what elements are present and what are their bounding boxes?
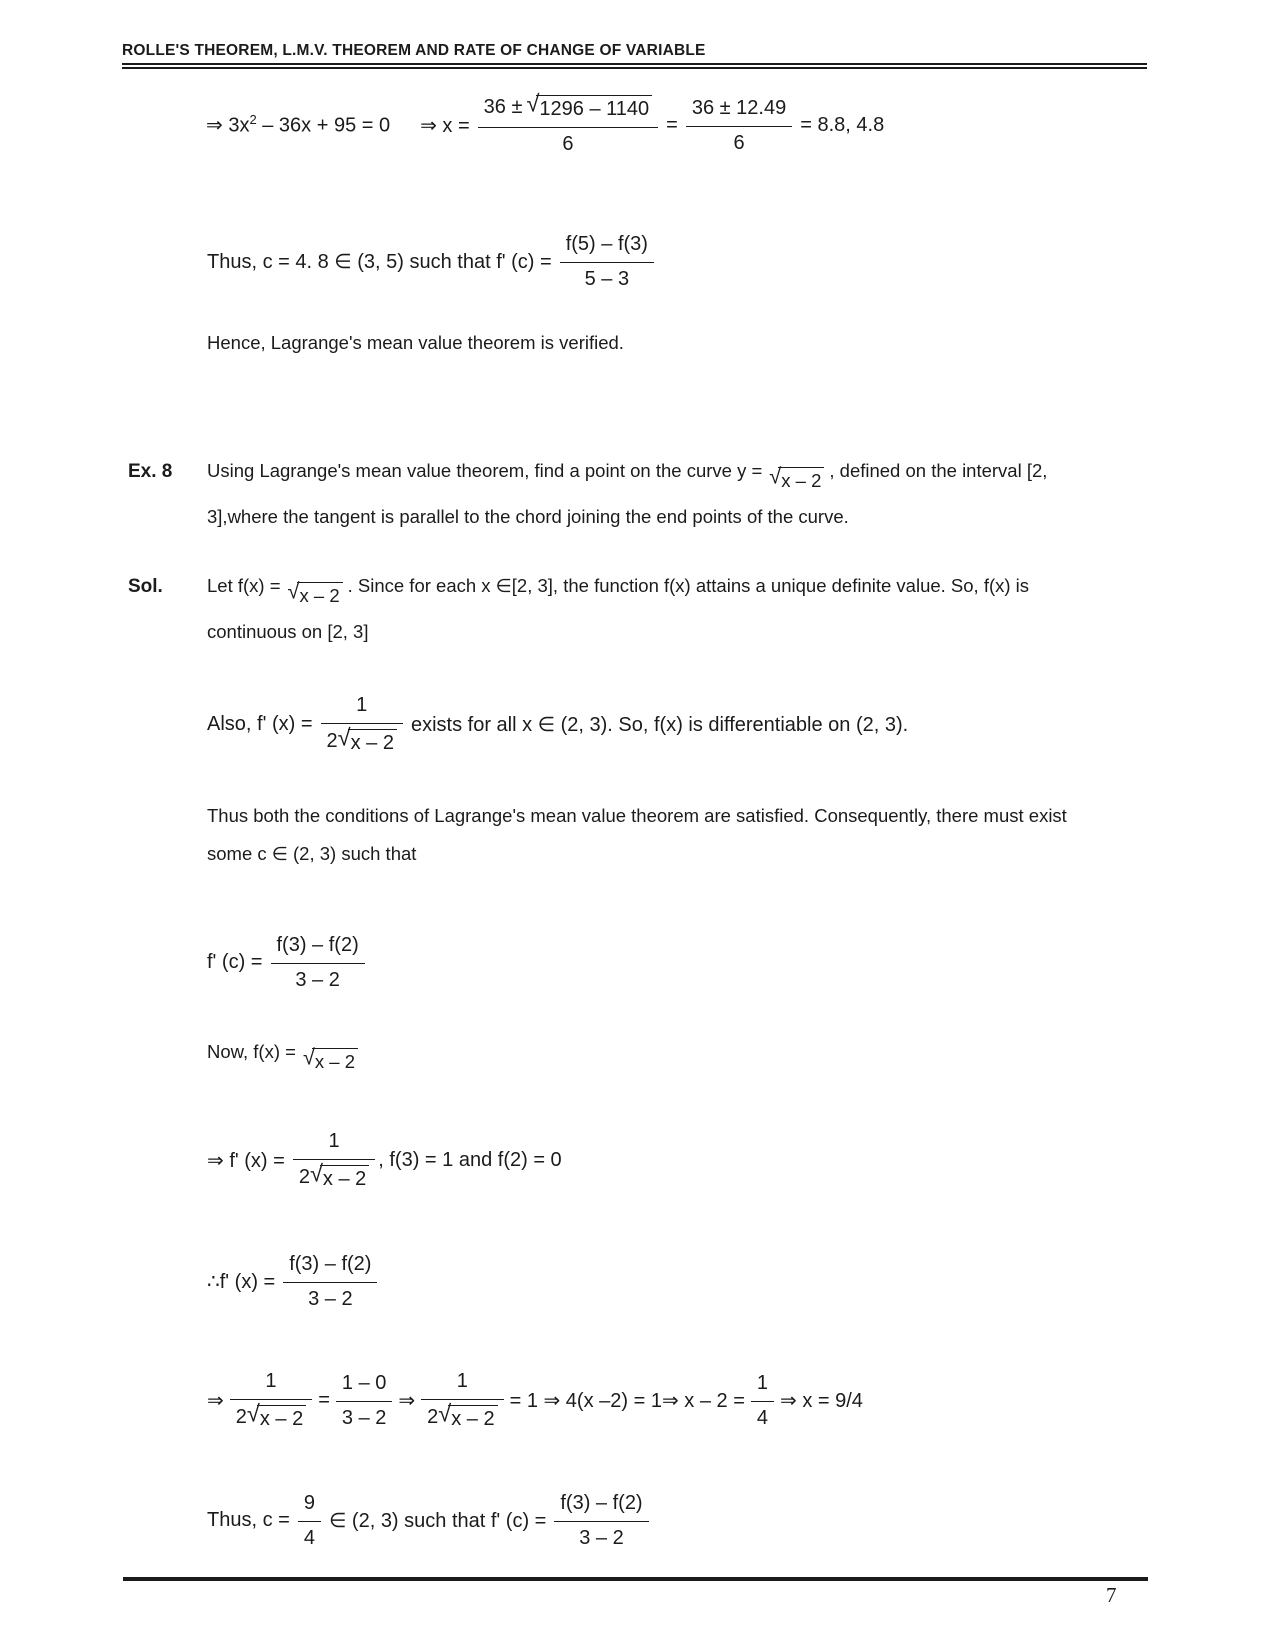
radical: √ x – 2	[303, 1048, 358, 1072]
footer-rule	[123, 1577, 1148, 1581]
radical: √ x – 2	[310, 1165, 369, 1191]
fraction-numerator: 1	[293, 1129, 375, 1160]
fraction-numerator: f(3) – f(2)	[271, 933, 365, 964]
equation-fprime-c: f' (c) = $\frac{f(3) - f(2)}{3 - 2}$	[207, 930, 373, 994]
fraction-denominator: 2 √ x – 2	[321, 724, 403, 755]
fraction-numerator: 1 – 0	[336, 1371, 392, 1402]
fraction-denominator: 4	[756, 1406, 769, 1429]
fraction-numerator: 1	[321, 693, 403, 724]
solution-label: Sol.	[128, 576, 163, 597]
fraction	[230, 1369, 312, 1431]
fraction-denominator: 5 – 3	[584, 267, 630, 290]
fraction	[560, 232, 654, 291]
example-8-question-line1: Using Lagrange's mean value theorem, find a point on the curve y = √ x – 2 , defined on the interval [2,	[207, 459, 1047, 491]
solution-line1: Let f(x) = √ x – 2 . Since for each x ∈[2, 3], the function f(x) attains a unique definite value. So, f(x) is	[207, 574, 1029, 606]
solution-line2: continuous on [2, 3]	[207, 621, 369, 642]
fraction-denominator: 2 √ x – 2	[293, 1160, 375, 1191]
fraction	[283, 1252, 377, 1311]
equals-sign: =	[666, 113, 678, 136]
radical: √ x – 2	[769, 467, 824, 491]
fraction	[751, 1371, 774, 1430]
fraction-numerator: 36 ± √ 1296 – 1140	[478, 94, 658, 128]
statement-conditions-line1: Thus both the conditions of Lagrange's mean value theorem are satisfied. Consequently, there must exist	[207, 805, 1067, 826]
fraction	[686, 96, 792, 155]
example-8-question-line2: 3],where the tangent is parallel to the chord joining the end points of the curve.	[207, 506, 849, 527]
fraction	[478, 94, 658, 156]
fraction	[321, 693, 403, 755]
radical: √ x – 2	[438, 1405, 497, 1431]
fraction-denominator: 4	[303, 1526, 315, 1549]
statement-thus-c-48: Thus, c = 4. 8 ∈ (3, 5) such that f' (c) = $\frac{f(5) - f(3)}{5 - 3}$	[207, 229, 662, 293]
fraction-numerator: 1	[751, 1371, 774, 1402]
equation-arrow-x: ⇒ x =	[420, 114, 470, 137]
fraction	[421, 1369, 503, 1431]
fraction-denominator: 3 – 2	[341, 1406, 387, 1429]
fraction	[298, 1491, 321, 1550]
equation-result: = 8.8, 4.8	[800, 113, 885, 136]
equation-lhs: ⇒ $3x^2 - 36x + 95 = 0$	[206, 112, 391, 137]
fraction-numerator: f(3) – f(2)	[554, 1491, 648, 1522]
fraction-numerator: 1	[230, 1369, 312, 1400]
fraction-numerator: 1	[421, 1369, 503, 1400]
page-number: 7	[1106, 1583, 1117, 1607]
fraction-denominator: 3 – 2	[579, 1526, 624, 1549]
fraction	[336, 1371, 392, 1430]
exponent: 2	[249, 112, 257, 128]
radical: √ x – 2	[338, 729, 397, 755]
equation-fprime-x: ⇒ f' (x) = 1 2 √ x – 2 , f(3) = 1 and f(2) = 0	[207, 1122, 562, 1198]
equation-quadratic-roots	[206, 87, 884, 163]
fraction	[554, 1491, 648, 1550]
fraction	[293, 1129, 375, 1191]
equation-chain-solve: ⇒ 1 2 √ x – 2 = $\frac{1 - 0}{3 - 2}$ ⇒ 1 2 √ x – 2 = 1 ⇒ 4(x –2) = 1⇒ x – 2 = $\frac{1}{4}$ ⇒ x = 9/4	[207, 1361, 863, 1439]
fraction-denominator: 2 √ x – 2	[230, 1400, 312, 1431]
page-header-title: ROLLE'S THEOREM, L.M.V. THEOREM AND RATE OF CHANGE OF VARIABLE	[122, 42, 706, 59]
statement-thus-c-94: Thus, c = $\frac{9}{4}$ ∈ (2, 3) such that f' (c) = $\frac{f(3) - f(2)}{3 - 2}$	[207, 1486, 657, 1554]
statement-conditions-line2: some c ∈ (2, 3) such that	[207, 843, 417, 864]
example-8-label: Ex. 8	[128, 461, 173, 482]
statement-hence-verified: Hence, Lagrange's mean value theorem is verified.	[207, 332, 624, 353]
fraction-numerator: f(5) – f(3)	[560, 232, 654, 263]
fraction-numerator: 9	[298, 1491, 321, 1522]
fraction-denominator: 6	[733, 131, 745, 154]
equation-derivative-exists: Also, f' (x) = 1 2 √ x – 2 exists for all x ∈ (2, 3). So, f(x) is differentiable on (2, 3).	[207, 686, 908, 762]
header-rule	[122, 63, 1147, 69]
fraction-denominator: 3 – 2	[295, 968, 340, 991]
radical: √ 1296 – 1140	[526, 95, 652, 121]
fraction-denominator: 6	[562, 133, 574, 155]
radical: √ x – 2	[288, 582, 343, 606]
fraction-numerator: 36 ± 12.49	[686, 96, 792, 127]
fraction	[271, 933, 365, 992]
equation-now-fx: Now, f(x) = √ x – 2	[207, 1040, 363, 1072]
radical: √ x – 2	[247, 1405, 306, 1431]
fraction-numerator: f(3) – f(2)	[283, 1252, 377, 1283]
fraction-denominator: 3 – 2	[308, 1287, 353, 1310]
fraction-denominator: 2 √ x – 2	[421, 1400, 503, 1431]
equation-therefore: ∴f' (x) = $\frac{f(3) - f(2)}{3 - 2}$	[207, 1249, 385, 1313]
